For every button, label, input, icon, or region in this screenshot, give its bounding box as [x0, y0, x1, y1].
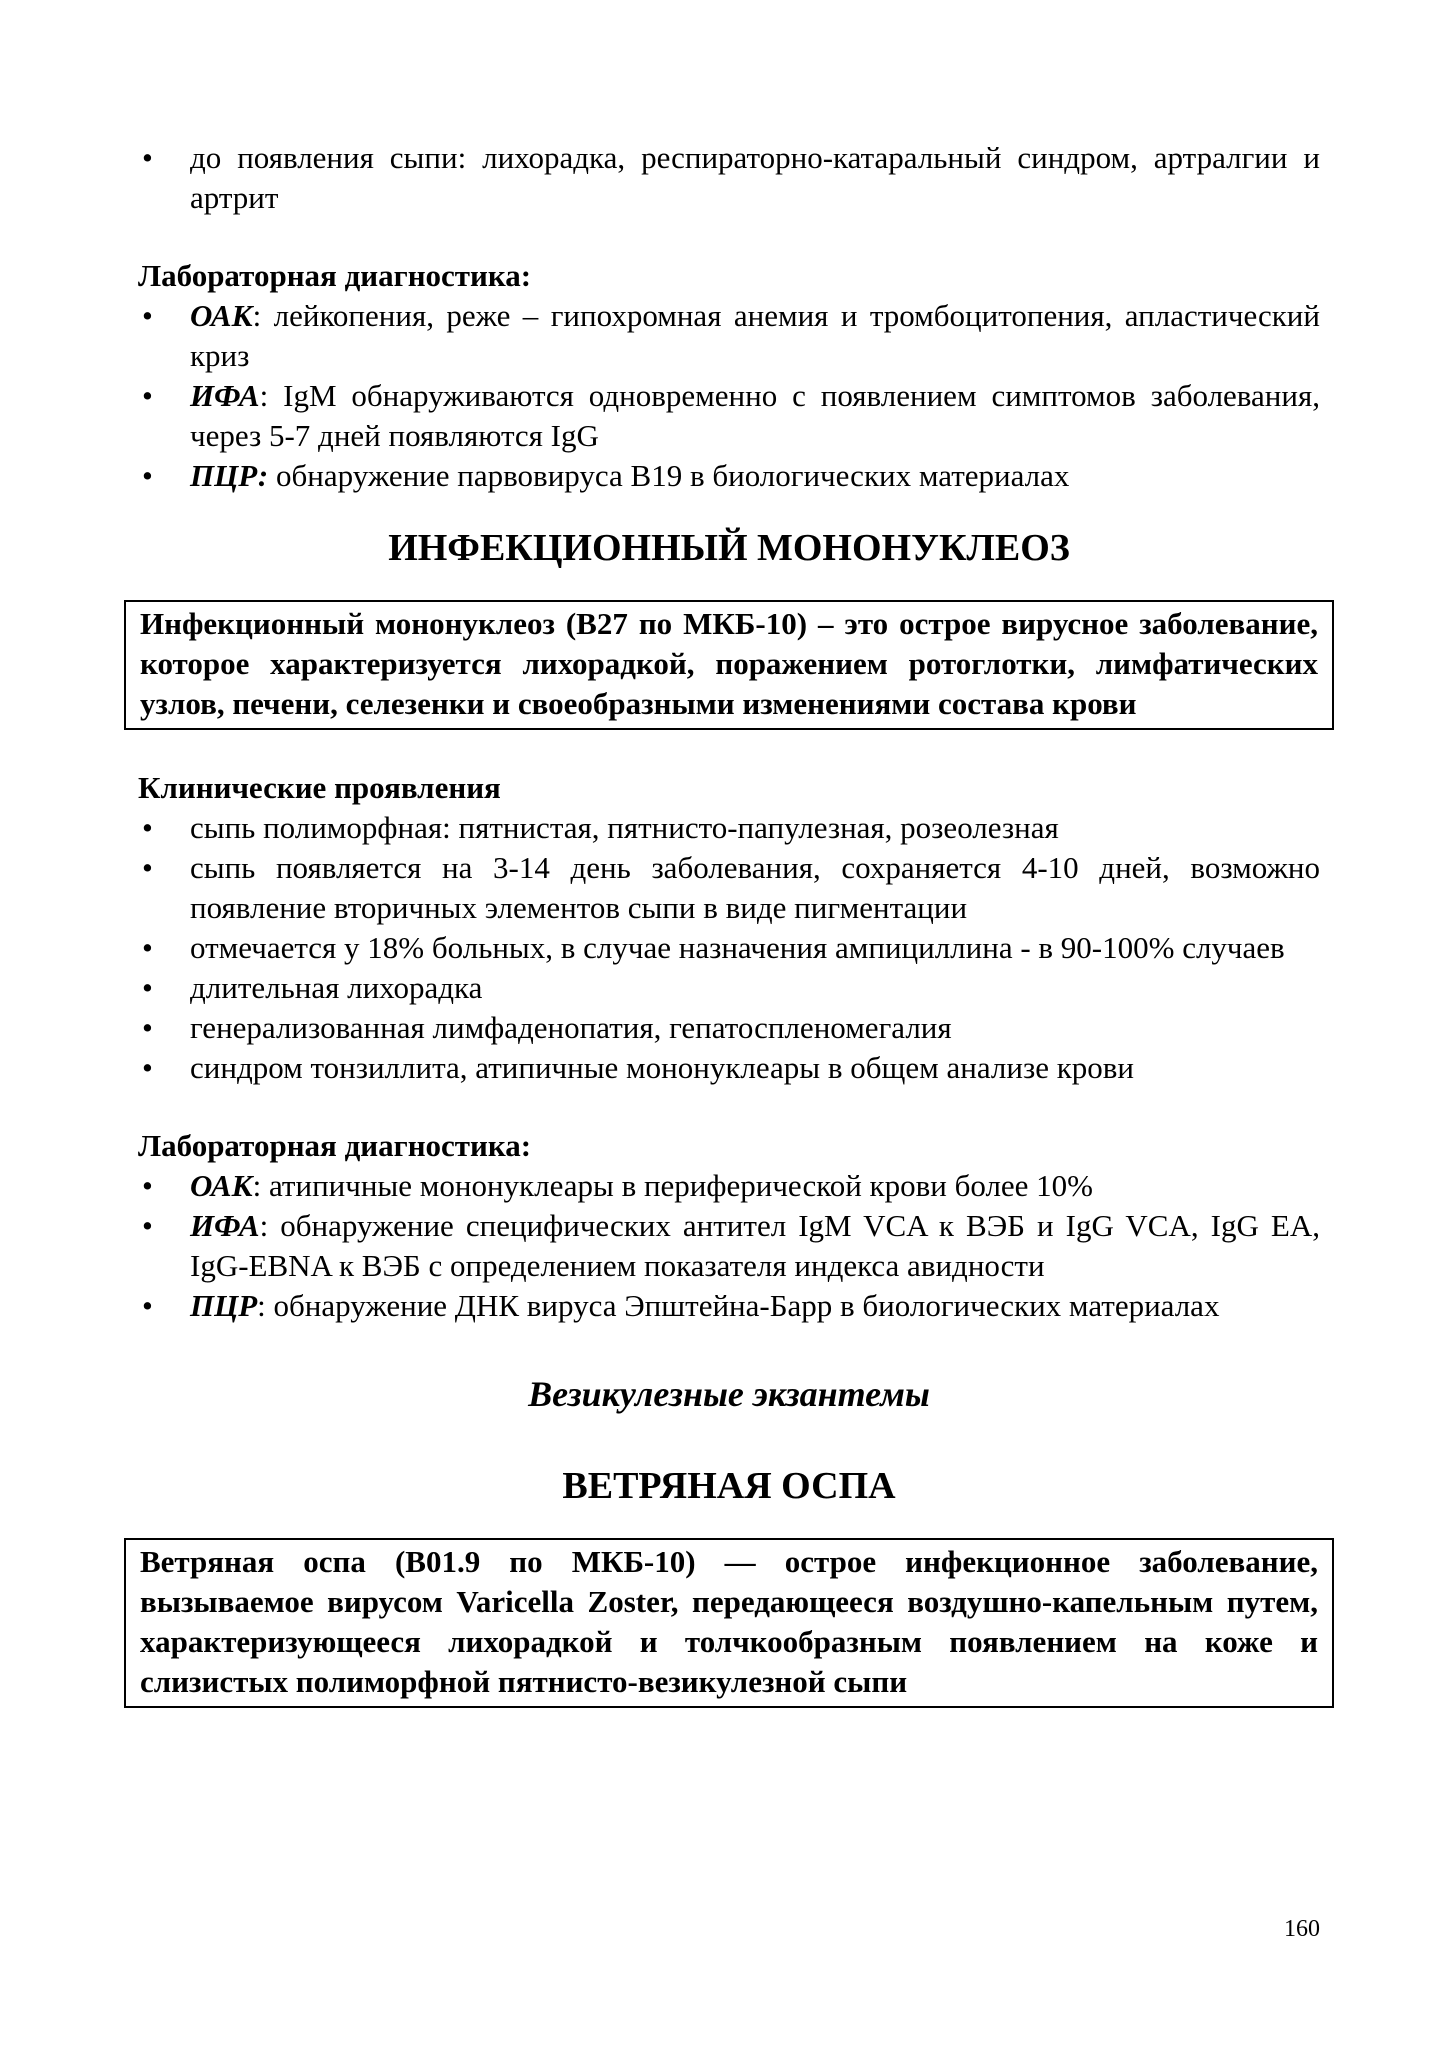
lab-diagnostics-list — [138, 296, 1320, 496]
definition-box-mononucleosis: Инфекционный мононуклеоз (B27 по МКБ-10) – это острое вирусное заболевание, которое характеризуется лихорадкой, поражением ротоглотки, лимфатических узлов, печени, селезенки и своеобразными изменениями состава крови — [124, 600, 1334, 730]
item-text: : атипичные мононуклеары в периферической крови более 10% — [252, 1168, 1093, 1203]
list-item — [138, 296, 1320, 376]
list-item: • синдром тонзиллита, атипичные мононуклеары в общем анализе крови — [138, 1048, 1320, 1088]
list-item: • до появления сыпи: лихорадка, респираторно-катаральный синдром, артралгии и артрит — [138, 138, 1320, 218]
item-text: обнаружение парвовируса В19 в биологических материалах — [268, 458, 1070, 493]
item-text: : IgM обнаруживаются одновременно с появлением симптомов заболевания, через 5-7 дней появляются IgG — [190, 378, 1320, 453]
list-item — [138, 1206, 1320, 1286]
lab-diagnostics-heading-2: Лабораторная диагностика: — [138, 1128, 532, 1163]
top-bullet-list — [138, 138, 1320, 218]
term-label: ОАК — [190, 298, 253, 333]
clinical-list — [138, 808, 1320, 1088]
list-item: • сыпь полиморфная: пятнистая, пятнисто-папулезная, розеолезная — [138, 808, 1320, 848]
lab-diagnostics-heading: Лабораторная диагностика: — [138, 258, 532, 293]
section-title-mononucleosis: ИНФЕКЦИОННЫЙ МОНОНУКЛЕОЗ — [388, 527, 1070, 569]
list-item: • отмечается у 18% больных, в случае назначения ампициллина - в 90-100% случаев — [138, 928, 1320, 968]
term-label: ПЦР — [190, 1288, 258, 1323]
list-item — [138, 456, 1320, 496]
list-item — [138, 376, 1320, 456]
list-item: • сыпь появляется на 3-14 день заболевания, сохраняется 4-10 дней, возможно появление вторичных элементов сыпи в виде пигментации — [138, 848, 1320, 928]
term-label: ИФА — [190, 1208, 260, 1243]
lab-diagnostics-list-2 — [138, 1166, 1320, 1326]
definition-box-varicella: Ветряная оспа (B01.9 по МКБ-10) — острое инфекционное заболевание, вызываемое вирусом Varicella Zoster, передающееся воздушно-капельным путем, характеризующееся лихорадкой и толчкообразным появлением на коже и слизистых полиморфной пятнисто-везикулезной сыпи — [124, 1538, 1334, 1708]
term-label: ОАК — [190, 1168, 253, 1203]
list-item — [138, 1286, 1320, 1326]
section-title-vesicular: Везикулезные экзантемы — [528, 1374, 930, 1414]
item-text: : лейкопения, реже – гипохромная анемия и тромбоцитопения, апластический криз — [190, 298, 1320, 373]
term-label: ПЦР: — [190, 458, 269, 493]
list-item — [138, 1166, 1320, 1206]
document-page — [138, 138, 1320, 1708]
term-label: ИФА — [190, 378, 260, 413]
page-number: 160 — [1284, 1916, 1320, 1942]
clinical-heading: Клинические проявления — [138, 770, 501, 805]
list-item: • генерализованная лимфаденопатия, гепатоспленомегалия — [138, 1008, 1320, 1048]
item-text: : обнаружение ДНК вируса Эпштейна-Барр в биологических материалах — [257, 1288, 1220, 1323]
section-title-varicella: ВЕТРЯНАЯ ОСПА — [562, 1465, 896, 1507]
list-item: • длительная лихорадка — [138, 968, 1320, 1008]
item-text: : обнаружение специфических антител IgM VCA к ВЭБ и IgG VCA, IgG EA, IgG-EBNA к ВЭБ с определением показателя индекса авидности — [190, 1208, 1320, 1283]
